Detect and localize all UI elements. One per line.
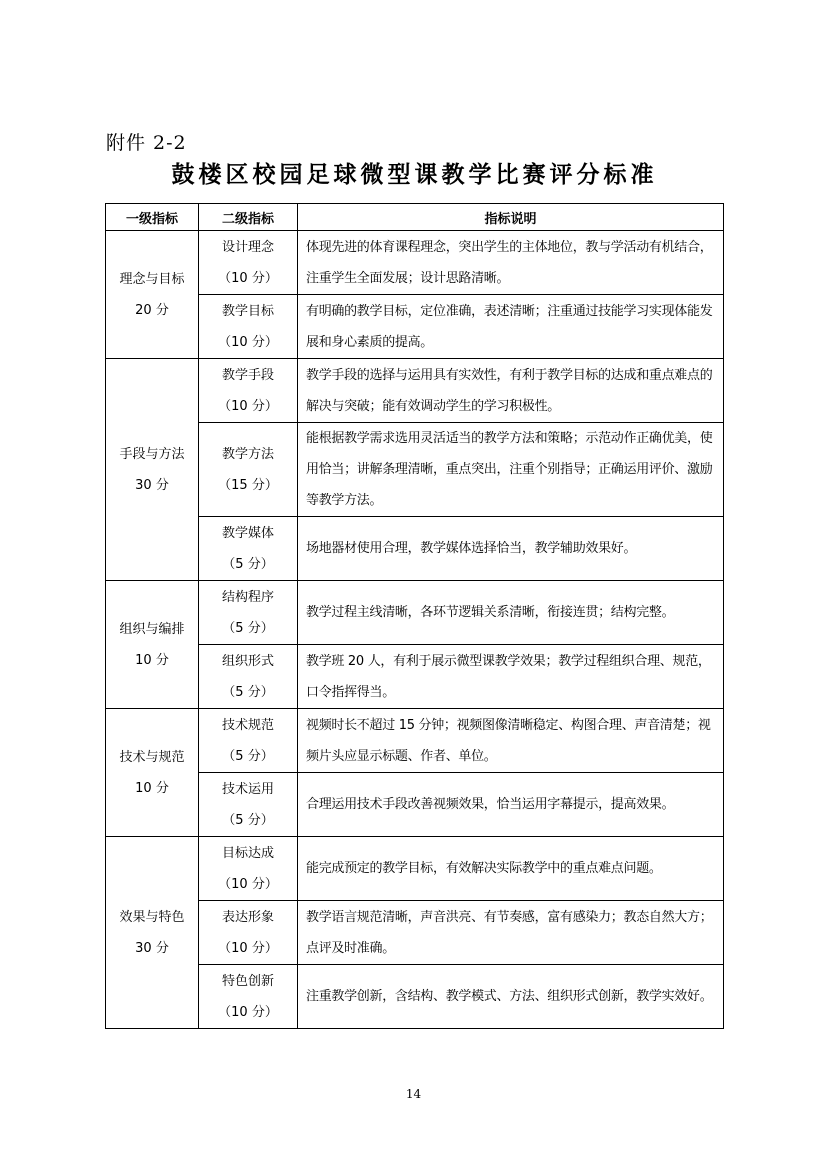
secondary-indicator-score: （10 分）	[218, 398, 278, 414]
primary-indicator-score: 20 分	[135, 302, 169, 318]
primary-indicator-name: 理念与目标	[119, 271, 185, 287]
secondary-indicator-cell	[199, 517, 298, 581]
table-row	[106, 645, 724, 709]
secondary-indicator-score: （5 分）	[222, 748, 274, 764]
table-row	[106, 773, 724, 837]
secondary-indicator-cell	[199, 359, 298, 423]
page-number: 14	[405, 1087, 422, 1101]
table-row	[106, 517, 724, 581]
secondary-indicator-cell	[199, 965, 298, 1029]
secondary-indicator-cell	[199, 581, 298, 645]
secondary-indicator-name: 结构程序	[221, 589, 274, 605]
secondary-indicator-score: （10 分）	[218, 940, 278, 956]
table-row	[106, 581, 724, 645]
secondary-indicator-cell	[199, 837, 298, 901]
indicator-description: 注重教学创新，含结构、教学模式、方法、组织形式创新，教学实效好。	[298, 965, 724, 1029]
table-row	[106, 965, 724, 1029]
secondary-indicator-name: 教学目标	[221, 303, 274, 319]
secondary-indicator-cell	[199, 709, 298, 773]
secondary-indicator-name: 教学手段	[221, 367, 274, 383]
table-row	[106, 359, 724, 423]
primary-indicator-name: 手段与方法	[119, 446, 185, 462]
primary-indicator-cell	[106, 709, 199, 837]
secondary-indicator-cell	[199, 423, 298, 517]
secondary-indicator-score: （5 分）	[222, 620, 274, 636]
primary-indicator-cell	[106, 359, 199, 581]
header-indicator-description: 指标说明	[298, 204, 724, 231]
attachment-label: 附件 2-2	[106, 132, 187, 154]
primary-indicator-name: 组织与编排	[119, 621, 185, 637]
secondary-indicator-name: 技术规范	[221, 717, 274, 733]
table-header-row	[106, 204, 724, 231]
table-row	[106, 231, 724, 295]
indicator-description: 体现先进的体育课程理念，突出学生的主体地位，教与学活动有机结合，注重学生全面发展；设计思路清晰。	[298, 231, 724, 295]
secondary-indicator-score: （5 分）	[222, 556, 274, 572]
indicator-description: 合理运用技术手段改善视频效果，恰当运用字幕提示，提高效果。	[298, 773, 724, 837]
primary-indicator-name: 效果与特色	[119, 909, 185, 925]
primary-indicator-score: 30 分	[135, 477, 169, 493]
secondary-indicator-cell	[199, 773, 298, 837]
primary-indicator-name: 技术与规范	[119, 749, 185, 765]
header-secondary-indicator: 二级指标	[199, 204, 298, 231]
secondary-indicator-score: （10 分）	[218, 876, 278, 892]
secondary-indicator-score: （15 分）	[218, 477, 278, 493]
document-title: 鼓楼区校园足球微型课教学比赛评分标准	[171, 161, 658, 188]
scoring-table	[105, 203, 724, 1029]
secondary-indicator-name: 目标达成	[221, 845, 274, 861]
indicator-description: 能根据教学需求选用灵活适当的教学方法和策略；示范动作正确优美，使用恰当；讲解条理清晰，重点突出，注重个别指导；正确运用评价、激励等教学方法。	[298, 423, 724, 517]
secondary-indicator-cell	[199, 231, 298, 295]
secondary-indicator-name: 技术运用	[221, 781, 274, 797]
indicator-description: 能完成预定的教学目标，有效解决实际教学中的重点难点问题。	[298, 837, 724, 901]
primary-indicator-score: 10 分	[135, 652, 169, 668]
indicator-description: 场地器材使用合理，教学媒体选择恰当，教学辅助效果好。	[298, 517, 724, 581]
table-row	[106, 423, 724, 517]
secondary-indicator-name: 组织形式	[221, 653, 274, 669]
secondary-indicator-score: （10 分）	[218, 270, 278, 286]
secondary-indicator-score: （10 分）	[218, 334, 278, 350]
header-primary-indicator: 一级指标	[106, 204, 199, 231]
secondary-indicator-cell	[199, 901, 298, 965]
table-row	[106, 709, 724, 773]
indicator-description: 教学语言规范清晰，声音洪亮、有节奏感，富有感染力；教态自然大方；点评及时准确。	[298, 901, 724, 965]
indicator-description: 视频时长不超过 15 分钟；视频图像清晰稳定、构图合理、声音清楚；视频片头应显示标题、作者、单位。	[298, 709, 724, 773]
secondary-indicator-name: 教学方法	[221, 446, 274, 462]
primary-indicator-cell	[106, 581, 199, 709]
primary-indicator-cell	[106, 231, 199, 359]
indicator-description: 教学过程主线清晰，各环节逻辑关系清晰，衔接连贯；结构完整。	[298, 581, 724, 645]
table-row	[106, 901, 724, 965]
secondary-indicator-name: 表达形象	[221, 909, 274, 925]
primary-indicator-score: 10 分	[135, 780, 169, 796]
primary-indicator-cell	[106, 837, 199, 1029]
secondary-indicator-cell	[199, 645, 298, 709]
secondary-indicator-cell	[199, 295, 298, 359]
table-row	[106, 837, 724, 901]
indicator-description: 教学手段的选择与运用具有实效性，有利于教学目标的达成和重点难点的解决与突破；能有效调动学生的学习积极性。	[298, 359, 724, 423]
indicator-description: 教学班 20 人，有利于展示微型课教学效果；教学过程组织合理、规范，口令指挥得当。	[298, 645, 724, 709]
indicator-description: 有明确的教学目标，定位准确，表述清晰；注重通过技能学习实现体能发展和身心素质的提高。	[298, 295, 724, 359]
secondary-indicator-score: （10 分）	[218, 1004, 278, 1020]
secondary-indicator-score: （5 分）	[222, 684, 274, 700]
secondary-indicator-name: 教学媒体	[221, 525, 274, 541]
table-row	[106, 295, 724, 359]
secondary-indicator-name: 特色创新	[221, 973, 274, 989]
secondary-indicator-score: （5 分）	[222, 812, 274, 828]
secondary-indicator-name: 设计理念	[221, 239, 274, 255]
primary-indicator-score: 30 分	[135, 940, 169, 956]
